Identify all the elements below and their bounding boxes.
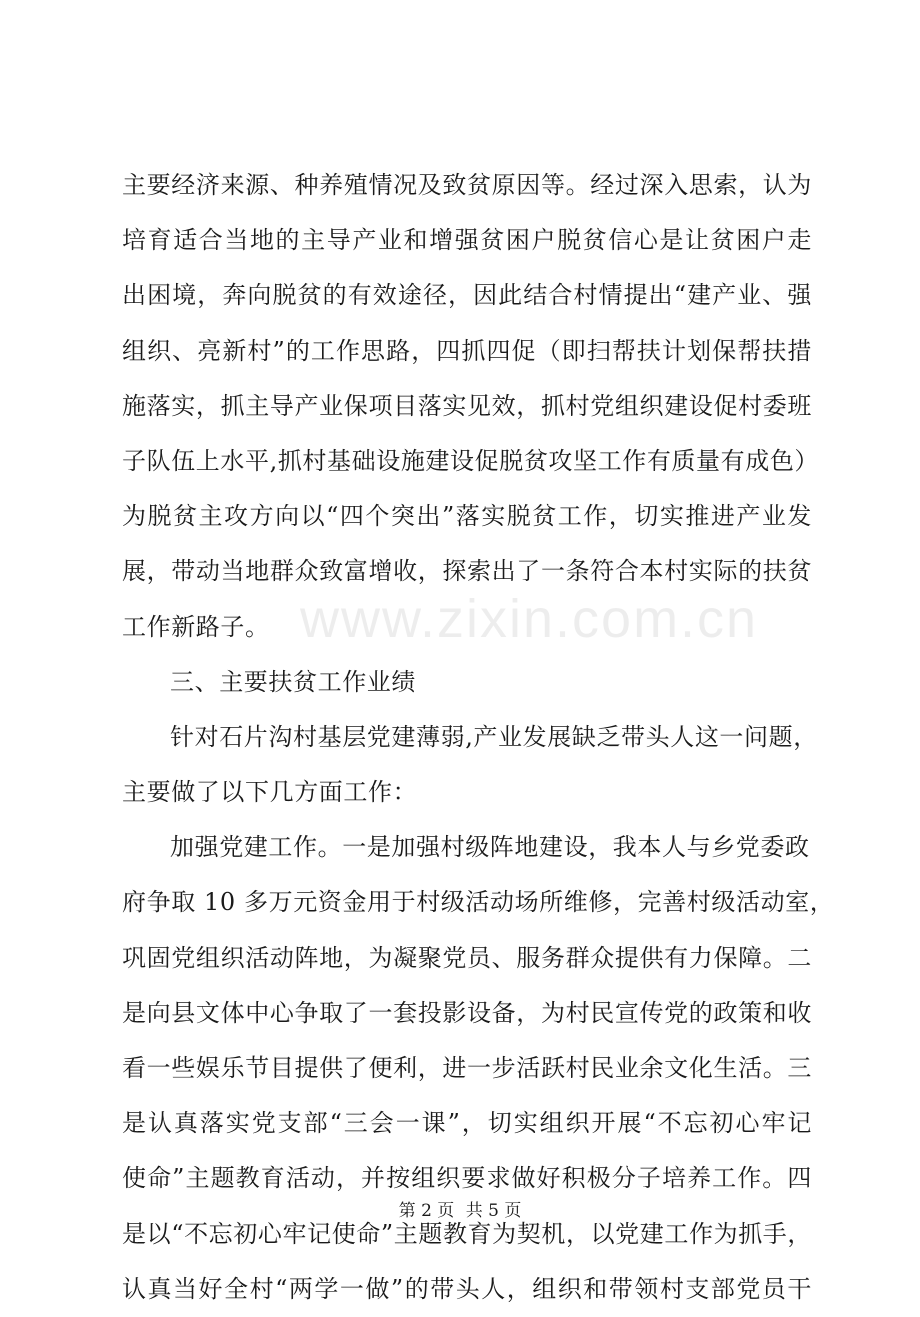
text-line: 展，带动当地群众致富增收，探索出了一条符合本村实际的扶贫: [122, 557, 812, 586]
watermark: www.zixin.com.cn: [300, 589, 759, 649]
text-line: 认真当好全村“两学一做”的带头人，组织和带领村支部党员干: [122, 1274, 812, 1303]
text-line: 府争取 10 多万元资金用于村级活动场所维修，完善村级活动室，: [122, 888, 835, 917]
section-heading: 三、主要扶贫工作业绩: [170, 667, 416, 696]
text-line: 使命”主题教育活动，并按组织要求做好积极分子培养工作。四: [122, 1164, 812, 1193]
text-line: 看一些娱乐节目提供了便利，进一步活跃村民业余文化生活。三: [122, 1054, 812, 1082]
text-line: 主要经济来源、种养殖情况及致贫原因等。经过深入思索，认为: [122, 171, 812, 199]
page-total: 共 5 页: [465, 1201, 522, 1221]
page-footer: [0, 1196, 920, 1221]
text-line: 主要做了以下几方面工作：: [122, 778, 418, 807]
text-line: 针对石片沟村基层党建薄弱,产业发展缺乏带头人这一问题，: [170, 722, 818, 751]
text-line: 工作新路子。: [122, 612, 270, 641]
text-line: 施落实，抓主导产业保项目落实见效，抓村党组织建设促村委班: [122, 391, 812, 420]
text-line: 为脱贫主攻方向以“四个突出”落实脱贫工作，切实推进产业发: [122, 502, 812, 531]
text-line: 子队伍上水平,抓村基础设施建设促脱贫攻坚工作有质量有成色）: [122, 446, 820, 475]
text-line: 是认真落实党支部“三会一课”，切实组织开展“不忘初心牢记: [122, 1109, 812, 1138]
text-line: 组织、亮新村”的工作思路，四抓四促（即扫帮扶计划保帮扶措: [122, 336, 812, 365]
text-line: 培育适合当地的主导产业和增强贫困户脱贫信心是让贫困户走: [122, 226, 812, 255]
text-line: 加强党建工作。一是加强村级阵地建设，我本人与乡党委政: [170, 833, 810, 862]
page-number: 第 2 页: [398, 1201, 455, 1221]
text-line: 是以“不忘初心牢记使命”主题教育为契机，以党建工作为抓手，: [122, 1219, 812, 1248]
text-line: 巩固党组织活动阵地，为凝聚党员、服务群众提供有力保障。二: [122, 943, 812, 972]
document-body: [122, 158, 835, 1317]
text-line: 是向县文体中心争取了一套投影设备，为村民宣传党的政策和收: [122, 998, 812, 1027]
text-line: 出困境，奔向脱贫的有效途径，因此结合村情提出“建产业、强: [122, 281, 812, 310]
